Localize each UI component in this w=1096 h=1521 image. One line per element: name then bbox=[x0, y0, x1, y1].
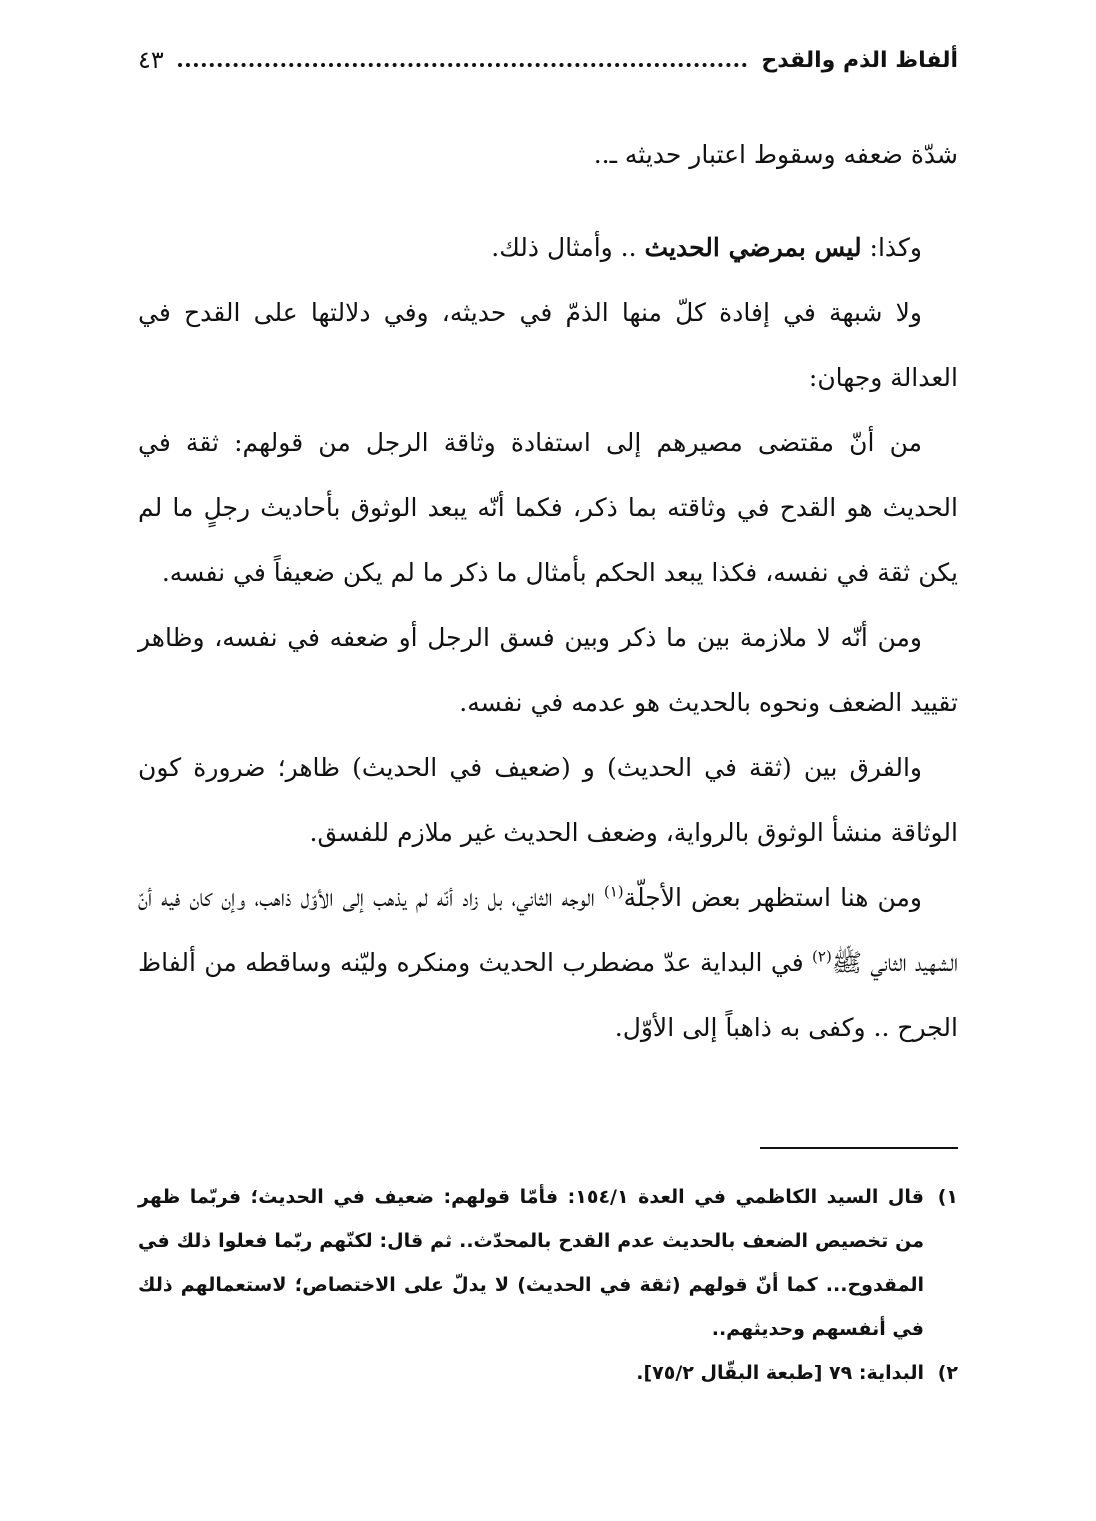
footnote-ref[interactable]: (٢) bbox=[812, 947, 832, 966]
paragraph bbox=[138, 215, 958, 280]
footnote-text: البداية: ٧٩ [طبعة البقّال ٧٥/٢]. bbox=[636, 1362, 924, 1384]
header-title: ألفاظ الذم والقدح bbox=[761, 47, 958, 73]
paragraph-text: الوجه الثاني، بل زاد أنّه لم يذهب إلى الأوّل ذاهب، وإن كان فيه أنّ الشهيد الثاني ﷺ bbox=[138, 883, 958, 977]
paragraph: ولا شبهة في إفادة كلّ منها الذمّ في حديثه، وفي دلالتها على القدح في العدالة وجهان: bbox=[138, 298, 958, 392]
quoted-term: ليس بمرضي الحديث bbox=[644, 233, 862, 262]
paragraph: من أنّ مقتضى مصيرهم إلى استفادة وثاقة الرجل من قولهم: ثقة في الحديث هو القدح في وثاقته بما ذكر، فكما أنّه يبعد الوثوق بأحاديث رجلٍ ما لم يكن ثقة في نفسه، فكذا يبعد الحكم بأمثال ما ذكر ما لم يكن ضعيفاً في نفسه. bbox=[138, 428, 958, 587]
footnote-separator bbox=[760, 1147, 958, 1149]
page-number: ٤٣ bbox=[138, 46, 164, 74]
paragraph-text: .. وأمثال ذلك. bbox=[491, 233, 637, 262]
paragraph: والفرق بين (ثقة في الحديث) و (ضعيف في الحديث) ظاهر؛ ضرورة كون الوثاقة منشأ الوثوق بالرواية، وضعف الحديث غير ملازم للفسق. bbox=[138, 753, 958, 847]
footnote-text: قال السيد الكاظمي في العدة ١٥٤/١: فأمّا قولهم: ضعيف في الحديث؛ فربّما ظهر من تخصيص الضعف بالحديث عدم القدح بالمحدّث.. ثم قال: لكنّهم ربّما فعلوا ذلك في المقدوح... كما أنّ قولهم (ثقة في الحديث) لا يدلّ على الاختصاص؛ لاستعمالهم ذلك في أنفسهم وحديثهم.. bbox=[138, 1186, 924, 1340]
paragraph-text: وكذا: bbox=[869, 233, 922, 262]
paragraph: ومن أنّه لا ملازمة بين ما ذكر وبين فسق الرجل أو ضعفه في نفسه، وظاهر تقييد الضعف ونحوه بالحديث هو عدمه في نفسه. bbox=[138, 623, 958, 717]
header-dot-leader bbox=[178, 63, 748, 67]
paragraph-text: في البداية عدّ مضطرب الحديث ومنكره وليّنه وساقطه من ألفاظ الجرح .. وكفى به ذاهباً إلى الأوّل. bbox=[138, 948, 958, 1042]
paragraph: شدّة ضعفه وسقوط اعتبار حديثه ـ.. bbox=[593, 140, 958, 169]
footnote bbox=[138, 1175, 958, 1351]
paragraph-text: ومن هنا استظهر بعض الأجلّة bbox=[623, 883, 922, 912]
footnote-ref[interactable]: (١) bbox=[603, 882, 624, 901]
footnotes bbox=[138, 1175, 958, 1395]
running-header bbox=[138, 40, 958, 80]
footnote bbox=[138, 1351, 958, 1395]
footnote-number: ٢) bbox=[937, 1362, 958, 1384]
paragraph bbox=[138, 865, 958, 1060]
main-text bbox=[138, 122, 958, 1060]
footnote-number: ١) bbox=[937, 1186, 958, 1208]
